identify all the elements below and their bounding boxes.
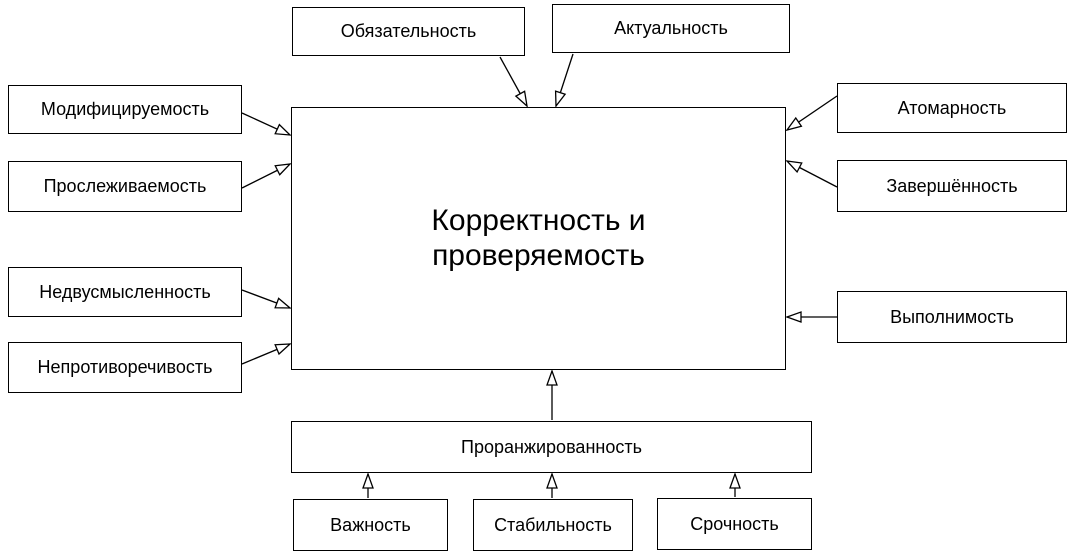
node-label: Непротиворечивость [37, 357, 213, 378]
node-label: Проранжированность [461, 436, 642, 457]
node-label: Атомарность [897, 97, 1007, 118]
node-aktualnost [552, 4, 790, 53]
arrow-proslezhivaemost-to-center [242, 164, 290, 188]
node-proranzhirovannost [291, 421, 812, 473]
node-obyazatelnost [292, 7, 525, 56]
node-label: Модифицируемость [40, 99, 210, 120]
node-label: Прослеживаемость [43, 176, 207, 197]
node-label: Важность [330, 514, 411, 535]
arrow-aktualnost-to-center [556, 54, 573, 106]
node-srochnost [657, 498, 812, 550]
node-neprotivorechivost [8, 342, 242, 393]
center-node-label: Корректность и проверяемость [431, 204, 646, 272]
node-modifitsiruemost [8, 85, 242, 134]
node-stabilnost [473, 499, 633, 551]
node-vazhnost [293, 499, 448, 551]
node-label: Недвусмысленность [39, 281, 211, 302]
node-atomarnost [837, 83, 1067, 133]
node-label: Срочность [690, 513, 779, 534]
node-label: Выполнимость [890, 306, 1014, 327]
arrow-modifitsiruemost-to-center [242, 113, 290, 135]
node-label: Стабильность [494, 514, 612, 535]
arrow-zavershyonnost-to-center [787, 161, 837, 187]
node-label: Обязательность [340, 21, 477, 42]
node-proslezhivaemost [8, 161, 242, 212]
arrow-obyazatelnost-to-center [500, 57, 527, 106]
node-label: Завершённость [886, 175, 1018, 196]
arrow-neprotivorechivost-to-center [242, 344, 290, 364]
arrow-atomarnost-to-center [787, 96, 837, 130]
arrow-nedvusmyslennost-to-center [242, 290, 290, 308]
node-vypolnimost [837, 291, 1067, 343]
node-zavershyonnost [837, 160, 1067, 212]
node-label: Актуальность [614, 18, 728, 39]
node-nedvusmyslennost [8, 267, 242, 317]
node-korrektnost-i-proveryaemost [291, 107, 786, 370]
